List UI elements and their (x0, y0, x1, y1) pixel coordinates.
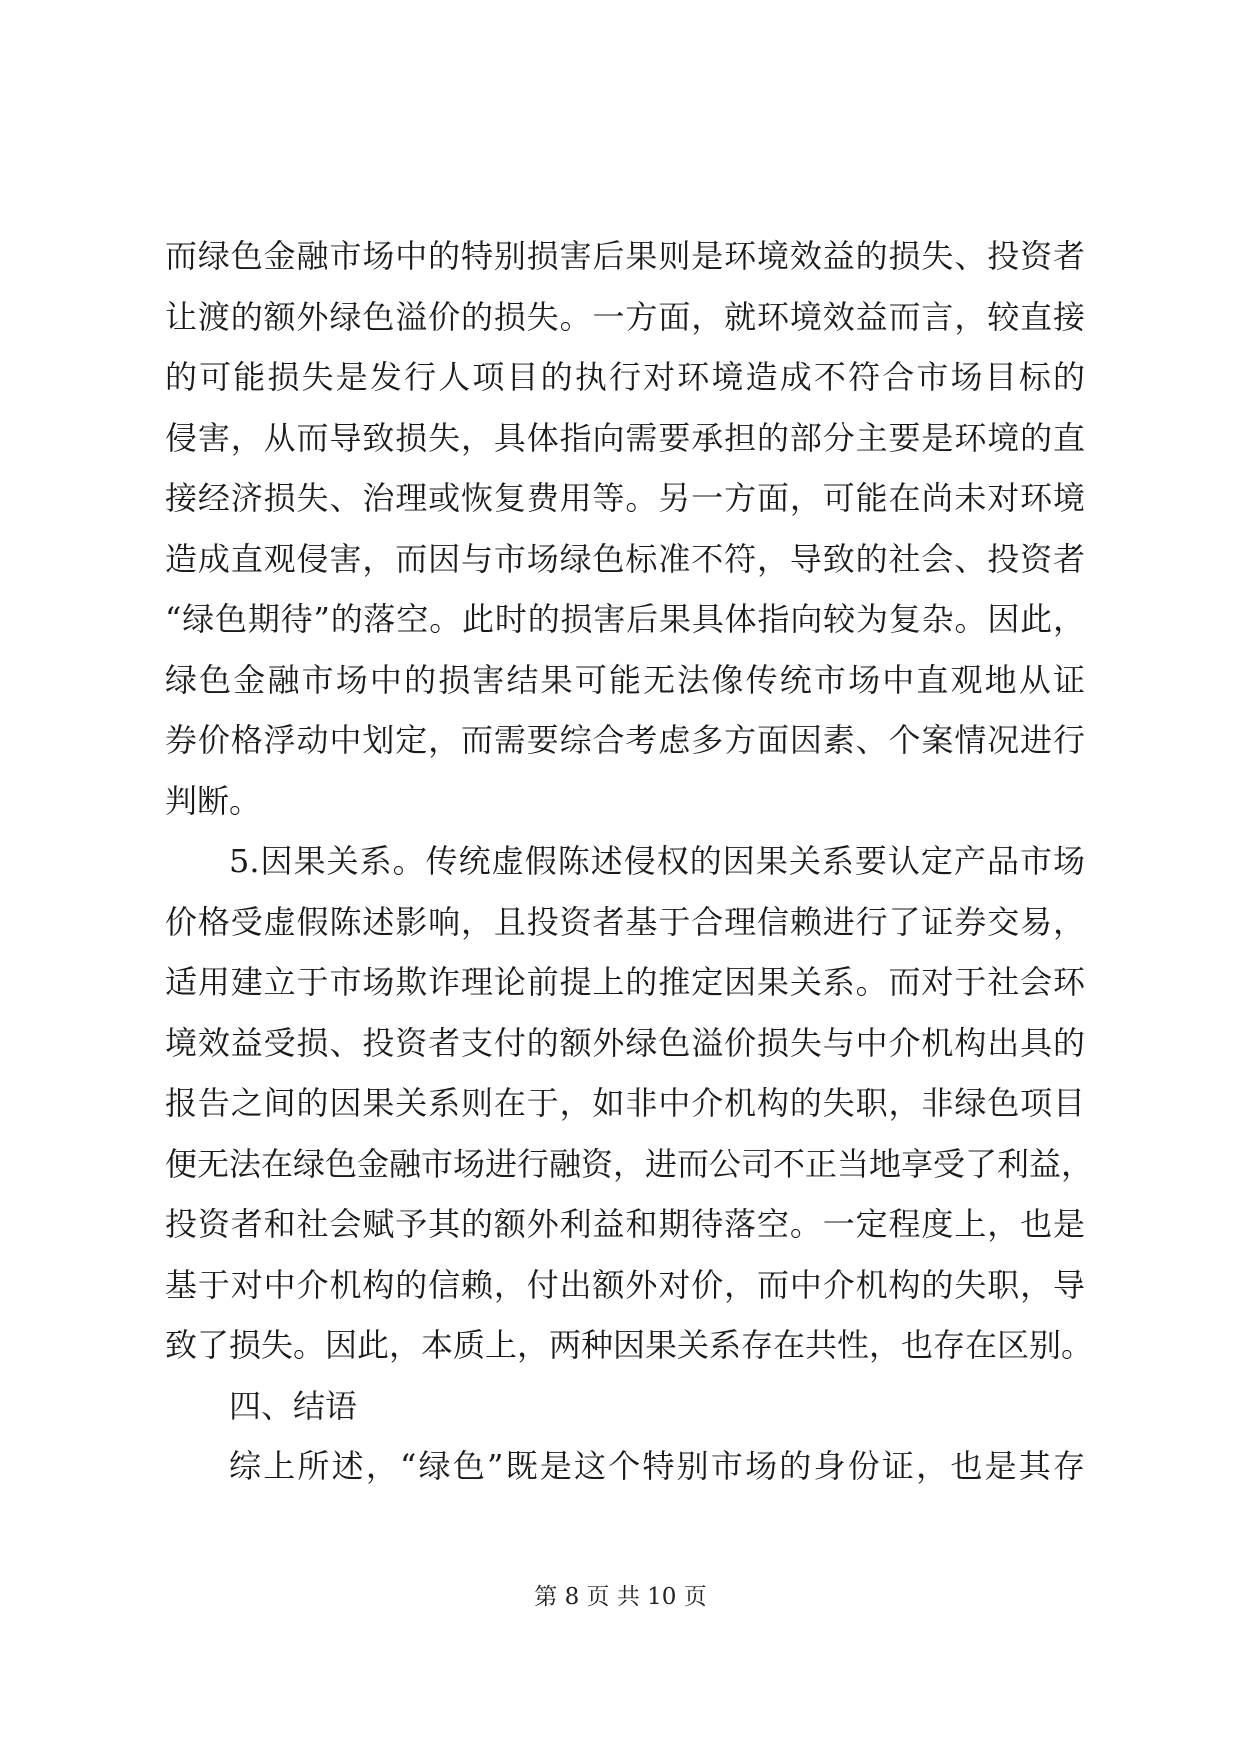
text-line: 境效益受损、投资者支付的额外绿色溢价损失与中介机构出具的 (165, 1023, 1085, 1062)
text-line: 基于对中介机构的信赖，付出额外对价，而中介机构的失职，导 (165, 1265, 1085, 1304)
text-line: 报告之间的因果关系则在于，如非中介机构的失职，非绿色项目 (165, 1084, 1085, 1122)
text-line: 四、结语 (229, 1386, 358, 1425)
text-line: 投资者和社会赋予其的额外利益和期待落空。一定程度上，也是 (165, 1205, 1085, 1243)
document-body (165, 226, 1094, 1497)
text-line: 致了损失。因此，本质上，两种因果关系存在共性，也存在区别。 (165, 1326, 1094, 1364)
text-line: 5.因果关系。传统虚假陈述侵权的因果关系要认定产品市场 (229, 842, 1085, 880)
text-line: 判断。 (165, 781, 262, 820)
text-line: 让渡的额外绿色溢价的损失。一方面，就环境效益而言，较直接 (165, 297, 1085, 336)
text-line: 便无法在绿色金融市场进行融资，进而公司不正当地享受了利益， (165, 1144, 1094, 1183)
text-line: 接经济损失、治理或恢复费用等。另一方面，可能在尚未对环境 (165, 479, 1085, 517)
text-line: 而绿色金融市场中的特别损害后果则是环境效益的损失、投资者 (165, 237, 1085, 275)
text-line: 的可能损失是发行人项目的执行对环境造成不符合市场目标的 (165, 358, 1085, 396)
text-line: 绿色金融市场中的损害结果可能无法像传统市场中直观地从证 (165, 660, 1085, 699)
text-line: 综上所述，“绿色”既是这个特别市场的身份证，也是其存 (229, 1447, 1085, 1485)
text-line: 侵害，从而导致损失，具体指向需要承担的部分主要是环境的直 (165, 418, 1085, 457)
text-line: 造成直观侵害，而因与市场绿色标准不符，导致的社会、投资者 (165, 539, 1085, 578)
text-line: 适用建立于市场欺诈理论前提上的推定因果关系。而对于社会环 (165, 963, 1085, 1001)
text-line: “绿色期待”的落空。此时的损害后果具体指向较为复杂。因此， (165, 600, 1085, 638)
page-footer: 第 8 页 共 10 页 (534, 1584, 707, 1610)
text-line: 价格受虚假陈述影响，且投资者基于合理信赖进行了证券交易， (165, 902, 1085, 941)
text-line: 券价格浮动中划定，而需要综合考虑多方面因素、个案情况进行 (165, 721, 1085, 759)
